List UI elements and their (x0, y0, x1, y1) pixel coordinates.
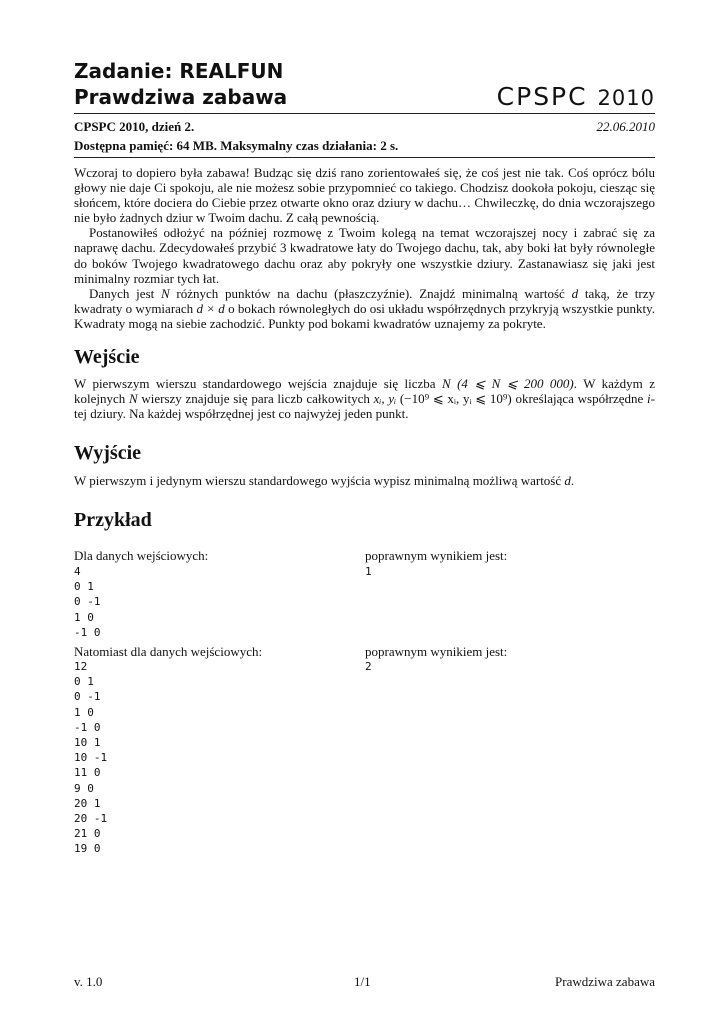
square-dimensions: d × d (196, 300, 225, 316)
var-d: d (571, 285, 579, 301)
story-paragraph-1: Wczoraj to dopiero była zabawa! Budząc się dziś rano zorientowałeś się, że coś jest nie tak. Coś oprócz bólu głowy nie daje Ci spokoju, ale nie możesz sobie przypomnieć co takiego. Chodzisz dookoła pokoju, ciesząc się słońcem, które dociera do Ciebie przez otwarte okno oraz dziury w dachu… Chwileczkę, do dnia wczorajszego nie było żadnych dziur w Twoim dachu. Z całą pewnością. (74, 165, 655, 226)
example1-input: 4 0 1 0 -1 1 0 -1 0 (74, 565, 101, 639)
input-heading: Wejście (74, 346, 140, 368)
task-title: Zadanie: REALFUN (74, 59, 284, 83)
limits-rule (74, 157, 655, 158)
contest-logo (497, 83, 655, 112)
output-description: W pierwszym i jedynym wierszu standardowego wyjścia wypisz minimalną możliwą wartość d. (74, 473, 575, 488)
example1-output: 1 (365, 565, 372, 578)
contest-date: 22.06.2010 (596, 119, 655, 134)
n-constraint: N (4 ⩽ N ⩽ 200 000) (442, 376, 574, 391)
example2-output: 2 (365, 660, 372, 673)
example1-output-label: poprawnym wynikiem jest: (365, 548, 508, 563)
task-subtitle: Prawdziwa zabawa (74, 85, 288, 109)
problem-statement-page (74, 0, 655, 1024)
input-description: W pierwszym wierszu standardowego wejścia znajduje się liczba N (4 ⩽ N ⩽ 200 000). W każdym z kolejnych N wierszy znajduje się para liczb całkowitych xᵢ, yᵢ (−10⁹ ⩽ xᵢ, yᵢ ⩽ 10⁹) określająca współrzędne i-tej dziury. Na każdej współrzędnej jest co najwyżej jeden punkt. (74, 376, 655, 422)
example2-input-label: Natomiast dla danych wejściowych: (74, 644, 263, 659)
example2-input: 12 0 1 0 -1 1 0 -1 0 10 1 10 -1 11 0 9 0 20 1 20 -1 21 0 19 0 (74, 660, 108, 856)
limits-line: Dostępna pamięć: 64 MB. Maksymalny czas działania: 2 s. (74, 138, 399, 153)
example-heading: Przykład (74, 509, 152, 531)
output-var-d: d (564, 473, 571, 488)
coordinates: xᵢ, yᵢ (373, 391, 397, 407)
coordinate-constraint: (−10⁹ ⩽ xᵢ, yᵢ ⩽ 10⁹) (399, 391, 512, 407)
example2-output-label: poprawnym wynikiem jest: (365, 644, 508, 659)
logo-text: CPSPC (496, 82, 588, 111)
story-paragraph-2: Postanowiłeś odłożyć na później rozmowę z Twoim kolegą na temat wczorajszej nocy i zabrać się za naprawę dachu. Zdecydowałeś przybić 3 kwadratowe łaty do Twojego dachu, tak, aby boki łat były równoległe do boków Twojego kwadratowego dachu oraz aby pokryły one wszystkie dziury. Zastanawiasz się jaki jest minimalny rozmiar tych łat. (74, 225, 655, 286)
logo-year: 2010 (597, 86, 655, 110)
footer-version: v. 1.0 (74, 974, 103, 989)
footer-task-name: Prawdziwa zabawa (555, 974, 655, 989)
output-heading: Wyjście (74, 442, 142, 464)
var-n: N (161, 285, 170, 301)
story-text (74, 165, 655, 331)
footer-page-number: 1/1 (354, 974, 371, 989)
story-paragraph-3: Danych jest N różnych punktów na dachu (płaszczyźnie). Znajdź minimalną wartość d taką, że trzy kwadraty o wymiarach d × d o bokach równoległych do osi układu współrzędnych przykryją wszystkie punkty. Kwadraty mogą na siebie zachodzić. Punkty pod bokami kwadratów uznajemy za pokryte. (74, 285, 655, 331)
example1-input-label: Dla danych wejściowych: (74, 548, 209, 563)
header-rule (74, 113, 655, 114)
contest-line: CPSPC 2010, dzień 2. (74, 119, 195, 134)
